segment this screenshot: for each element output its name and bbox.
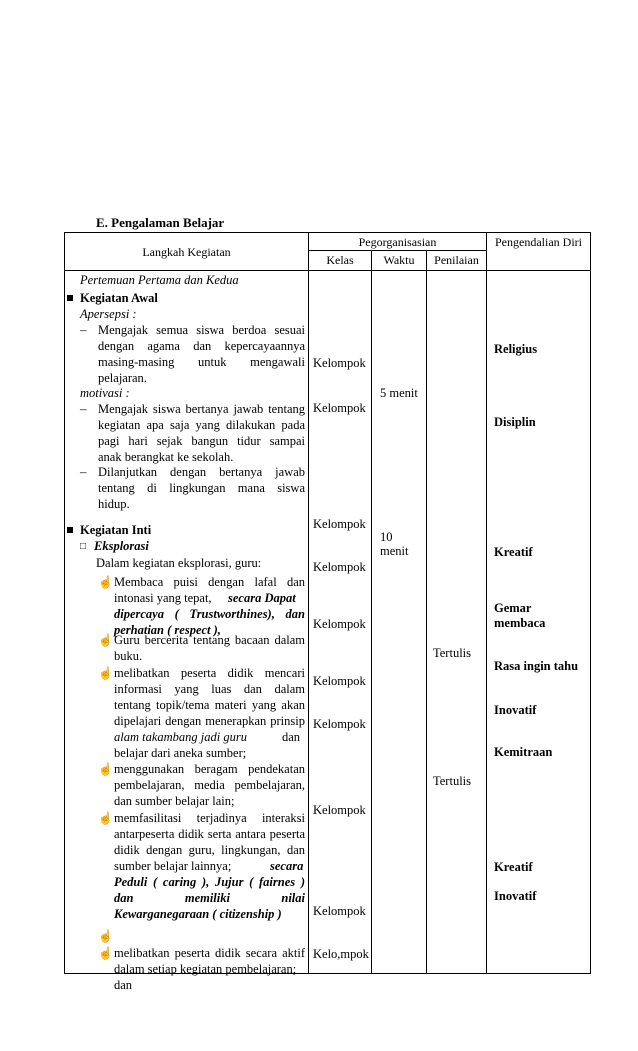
kelas-cell: Kelompok: [313, 401, 366, 415]
e4-line2: pembelajaran, media pembelajaran,: [114, 778, 305, 792]
col-sep-4: [486, 232, 487, 974]
kelas-cell: Kelompok: [313, 617, 366, 631]
hand-pointer-icon: ☝: [98, 929, 113, 943]
hand-pointer-icon: ☝: [98, 762, 113, 776]
header-langkah: Langkah Kegiatan: [142, 245, 231, 259]
e5-line1: memfasilitasi terjadinya interaksi: [114, 811, 305, 825]
col-sep-3: [426, 250, 427, 974]
e5-line3: didik dengan guru, lingkungan, dan: [114, 843, 305, 857]
pengendalian-cell: Inovatif: [494, 703, 537, 717]
e2-line1: Guru bercerita tentang bacaan dalam: [114, 633, 305, 647]
e1-line4: perhatian ( respect ),: [114, 623, 221, 637]
apersepsi-label: Apersepsi :: [80, 307, 137, 321]
pengendalian-cell: Gemar: [494, 601, 532, 615]
dash-bullet-icon: –: [80, 322, 87, 337]
e1-line3: dipercaya ( Trustworthines), dan: [114, 607, 305, 621]
col-sep-2: [371, 250, 372, 974]
table-border-left: [64, 232, 65, 974]
hand-pointer-icon: ☝: [98, 811, 113, 825]
header-penilaian: Penilaian: [434, 253, 479, 267]
e5-line6: dan memiliki nilai: [114, 891, 305, 905]
m2-line1: Dilanjutkan dengan bertanya jawab: [98, 465, 305, 479]
header-pengendalian: Pengendalian Diri: [495, 235, 582, 249]
m1-line3: pagi hari sejak bangun tidur sampai: [98, 434, 305, 448]
header-pegorganisasian: Pegorganisasian: [358, 235, 437, 249]
m2-line3: hidup.: [98, 497, 130, 511]
section-heading: E. Pengalaman Belajar: [96, 215, 225, 230]
e1-line2a: intonasi yang tepat,: [114, 591, 212, 605]
e5-line4a: sumber belajar lainnya;: [114, 859, 232, 873]
kelas-cell: Kelompok: [313, 717, 366, 731]
dash-bullet-icon: –: [80, 464, 87, 479]
pengendalian-cell: Kemitraan: [494, 745, 553, 759]
square-bullet-icon: [67, 295, 73, 301]
subheader-line: [308, 250, 486, 251]
header-kelas: Kelas: [326, 253, 354, 267]
e3-line2: informasi yang luas dan dalam: [114, 682, 305, 696]
motivasi-label: motivasi :: [80, 386, 130, 400]
pengendalian-cell: Kreatif: [494, 860, 533, 874]
dash-bullet-icon: –: [80, 401, 87, 416]
a1-line3: masing-masing untuk mengawali: [98, 355, 305, 369]
a1-line2: dengan agama dan kepercayaannya: [98, 339, 305, 353]
e3-line6: belajar dari aneka sumber;: [114, 746, 247, 760]
e3-line5b: dan: [282, 730, 301, 744]
e2-line2: buku.: [114, 649, 143, 663]
pengendalian-cell: Inovatif: [494, 889, 537, 903]
kelas-cell: Kelompok: [313, 560, 366, 574]
hand-pointer-icon: ☝: [98, 666, 113, 680]
penilaian-cell: Tertulis: [433, 774, 472, 788]
e5-line7: Kewarganegaraan ( citizenship ): [114, 907, 282, 921]
kelas-cell: Kelompok: [313, 517, 366, 531]
pengendalian-cell: Religius: [494, 342, 538, 356]
a1-line1: Mengajak semua siswa berdoa sesuai: [98, 323, 305, 337]
m2-line2: tentang di lingkungan mana siswa: [98, 481, 305, 495]
kelas-cell: Kelompok: [313, 674, 366, 688]
e3-line3: tentang topik/tema materi yang akan: [114, 698, 305, 712]
e4-line1: menggunakan beragam pendekatan: [114, 762, 305, 776]
e5-line2: antarpeserta didik serta antara peserta: [114, 827, 305, 841]
table-border-header: [64, 270, 591, 271]
m1-line2: kegiatan apa saja yang dilakukan pada: [98, 418, 305, 432]
kegiatan-awal-label: Kegiatan Awal: [80, 291, 158, 305]
pertemuan-label: Pertemuan Pertama dan Kedua: [80, 273, 239, 287]
kegiatan-inti-label: Kegiatan Inti: [80, 523, 152, 537]
pengendalian-cell: membaca: [494, 616, 546, 630]
kelas-cell: Kelompok: [313, 803, 366, 817]
e1-line1: Membaca puisi dengan lafal dan: [114, 575, 305, 589]
pengendalian-cell: Disiplin: [494, 415, 536, 429]
table-border-right: [590, 232, 591, 974]
e3-line5a: alam takambang jadi guru: [114, 730, 247, 744]
dalam-label: Dalam kegiatan eksplorasi, guru:: [96, 556, 262, 570]
e7-line2: dalam setiap kegiatan pembelajaran;: [114, 962, 297, 976]
header-waktu: Waktu: [383, 253, 415, 267]
m1-line1: Mengajak siswa bertanya jawab tentang: [98, 402, 305, 416]
e1-line2b: secara Dapat: [228, 591, 296, 605]
e7-line1: melibatkan peserta didik secara aktif: [114, 946, 305, 960]
square-bullet-icon: [67, 527, 73, 533]
e3-line1: melibatkan peserta didik mencari: [114, 666, 305, 680]
hand-pointer-icon: ☝: [98, 946, 113, 960]
e5-line5: Peduli ( caring ), Jujur ( fairnes ): [114, 875, 305, 889]
e4-line3: dan sumber belajar lain;: [114, 794, 235, 808]
hand-pointer-icon: ☝: [98, 633, 113, 647]
hand-pointer-icon: ☝: [98, 575, 113, 589]
eksplorasi-label: Eksplorasi: [94, 539, 149, 553]
waktu-cell: 10: [380, 530, 393, 544]
e7-line3: dan: [114, 978, 133, 992]
pengendalian-cell: Kreatif: [494, 545, 533, 559]
waktu-cell: menit: [380, 544, 409, 558]
m1-line4: anak berangkat ke sekolah.: [98, 450, 234, 464]
col-sep-1: [308, 232, 309, 974]
e5-line4b: secara: [270, 859, 304, 873]
box-mark-icon: □: [80, 541, 87, 552]
e3-line4: dipelajari dengan menerapkan prinsip: [114, 714, 305, 728]
kelas-cell: Kelompok: [313, 904, 366, 918]
penilaian-cell: Tertulis: [433, 646, 472, 660]
kelas-cell: Kelompok: [313, 356, 366, 370]
table-border-top: [64, 232, 591, 233]
pengendalian-cell: Rasa ingin tahu: [494, 659, 579, 673]
waktu-cell: 5 menit: [380, 386, 418, 400]
a1-line4: pelajaran.: [98, 371, 147, 385]
kelas-cell: Kelo,mpok: [313, 947, 369, 961]
